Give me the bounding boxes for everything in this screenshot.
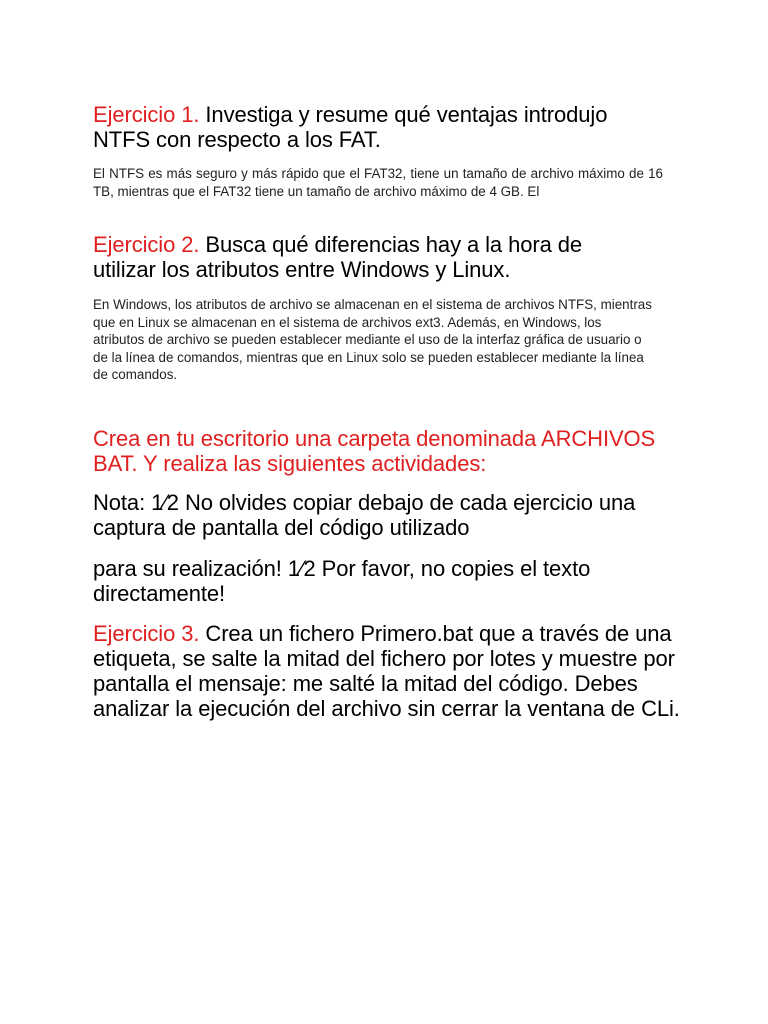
exercise-3-label: Ejercicio 3. xyxy=(93,621,200,646)
exercise-1-prompt: Investiga y resume qué ventajas introdujo NTFS con respecto a los FAT. xyxy=(93,102,608,152)
exercise-2-heading xyxy=(93,232,633,282)
exercise-1-heading xyxy=(93,102,663,152)
exercise-3-heading xyxy=(93,621,683,721)
exercise-2-label: Ejercicio 2. xyxy=(93,232,200,257)
exercise-3-prompt: Crea un fichero Primero.bat que a través de una etiqueta, se salte la mitad del fichero por lotes y muestre por pantalla el mensaje: me salté la mitad del código. Debes analizar la ejecución del archivo sin cerrar la ventana de CLi. xyxy=(93,621,680,721)
instructions-text: Crea en tu escritorio una carpeta denominada ARCHIVOS BAT. Y realiza las siguientes actividades: xyxy=(93,426,656,476)
note-paragraph-2: para su realización! 1⁄2 Por favor, no copies el texto directamente! xyxy=(93,556,591,606)
exercise-1-label: Ejercicio 1. xyxy=(93,102,200,127)
note-paragraph-1: Nota: 1⁄2 No olvides copiar debajo de cada ejercicio una captura de pantalla del código utilizado xyxy=(93,490,636,540)
exercise-2-prompt: Busca qué diferencias hay a la hora de utilizar los atributos entre Windows y Linux. xyxy=(93,232,582,282)
exercise-2-answer: En Windows, los atributos de archivo se almacenan en el sistema de archivos NTFS, mientras que en Linux se almacenan en el sistema de archivos ext3. Además, en Windows, los atributos de archivo se pueden establecer mediante el uso de la interfaz gráfica de usuario o de la línea de comandos, mientras que en Linux solo se pueden establecer mediante la línea de comandos. xyxy=(93,297,652,382)
exercise-1-answer: El NTFS es más seguro y más rápido que el FAT32, tiene un tamaño de archivo máximo de 16 TB, mientras que el FAT32 tiene un tamaño de archivo máximo de 4 GB. El xyxy=(93,166,663,199)
